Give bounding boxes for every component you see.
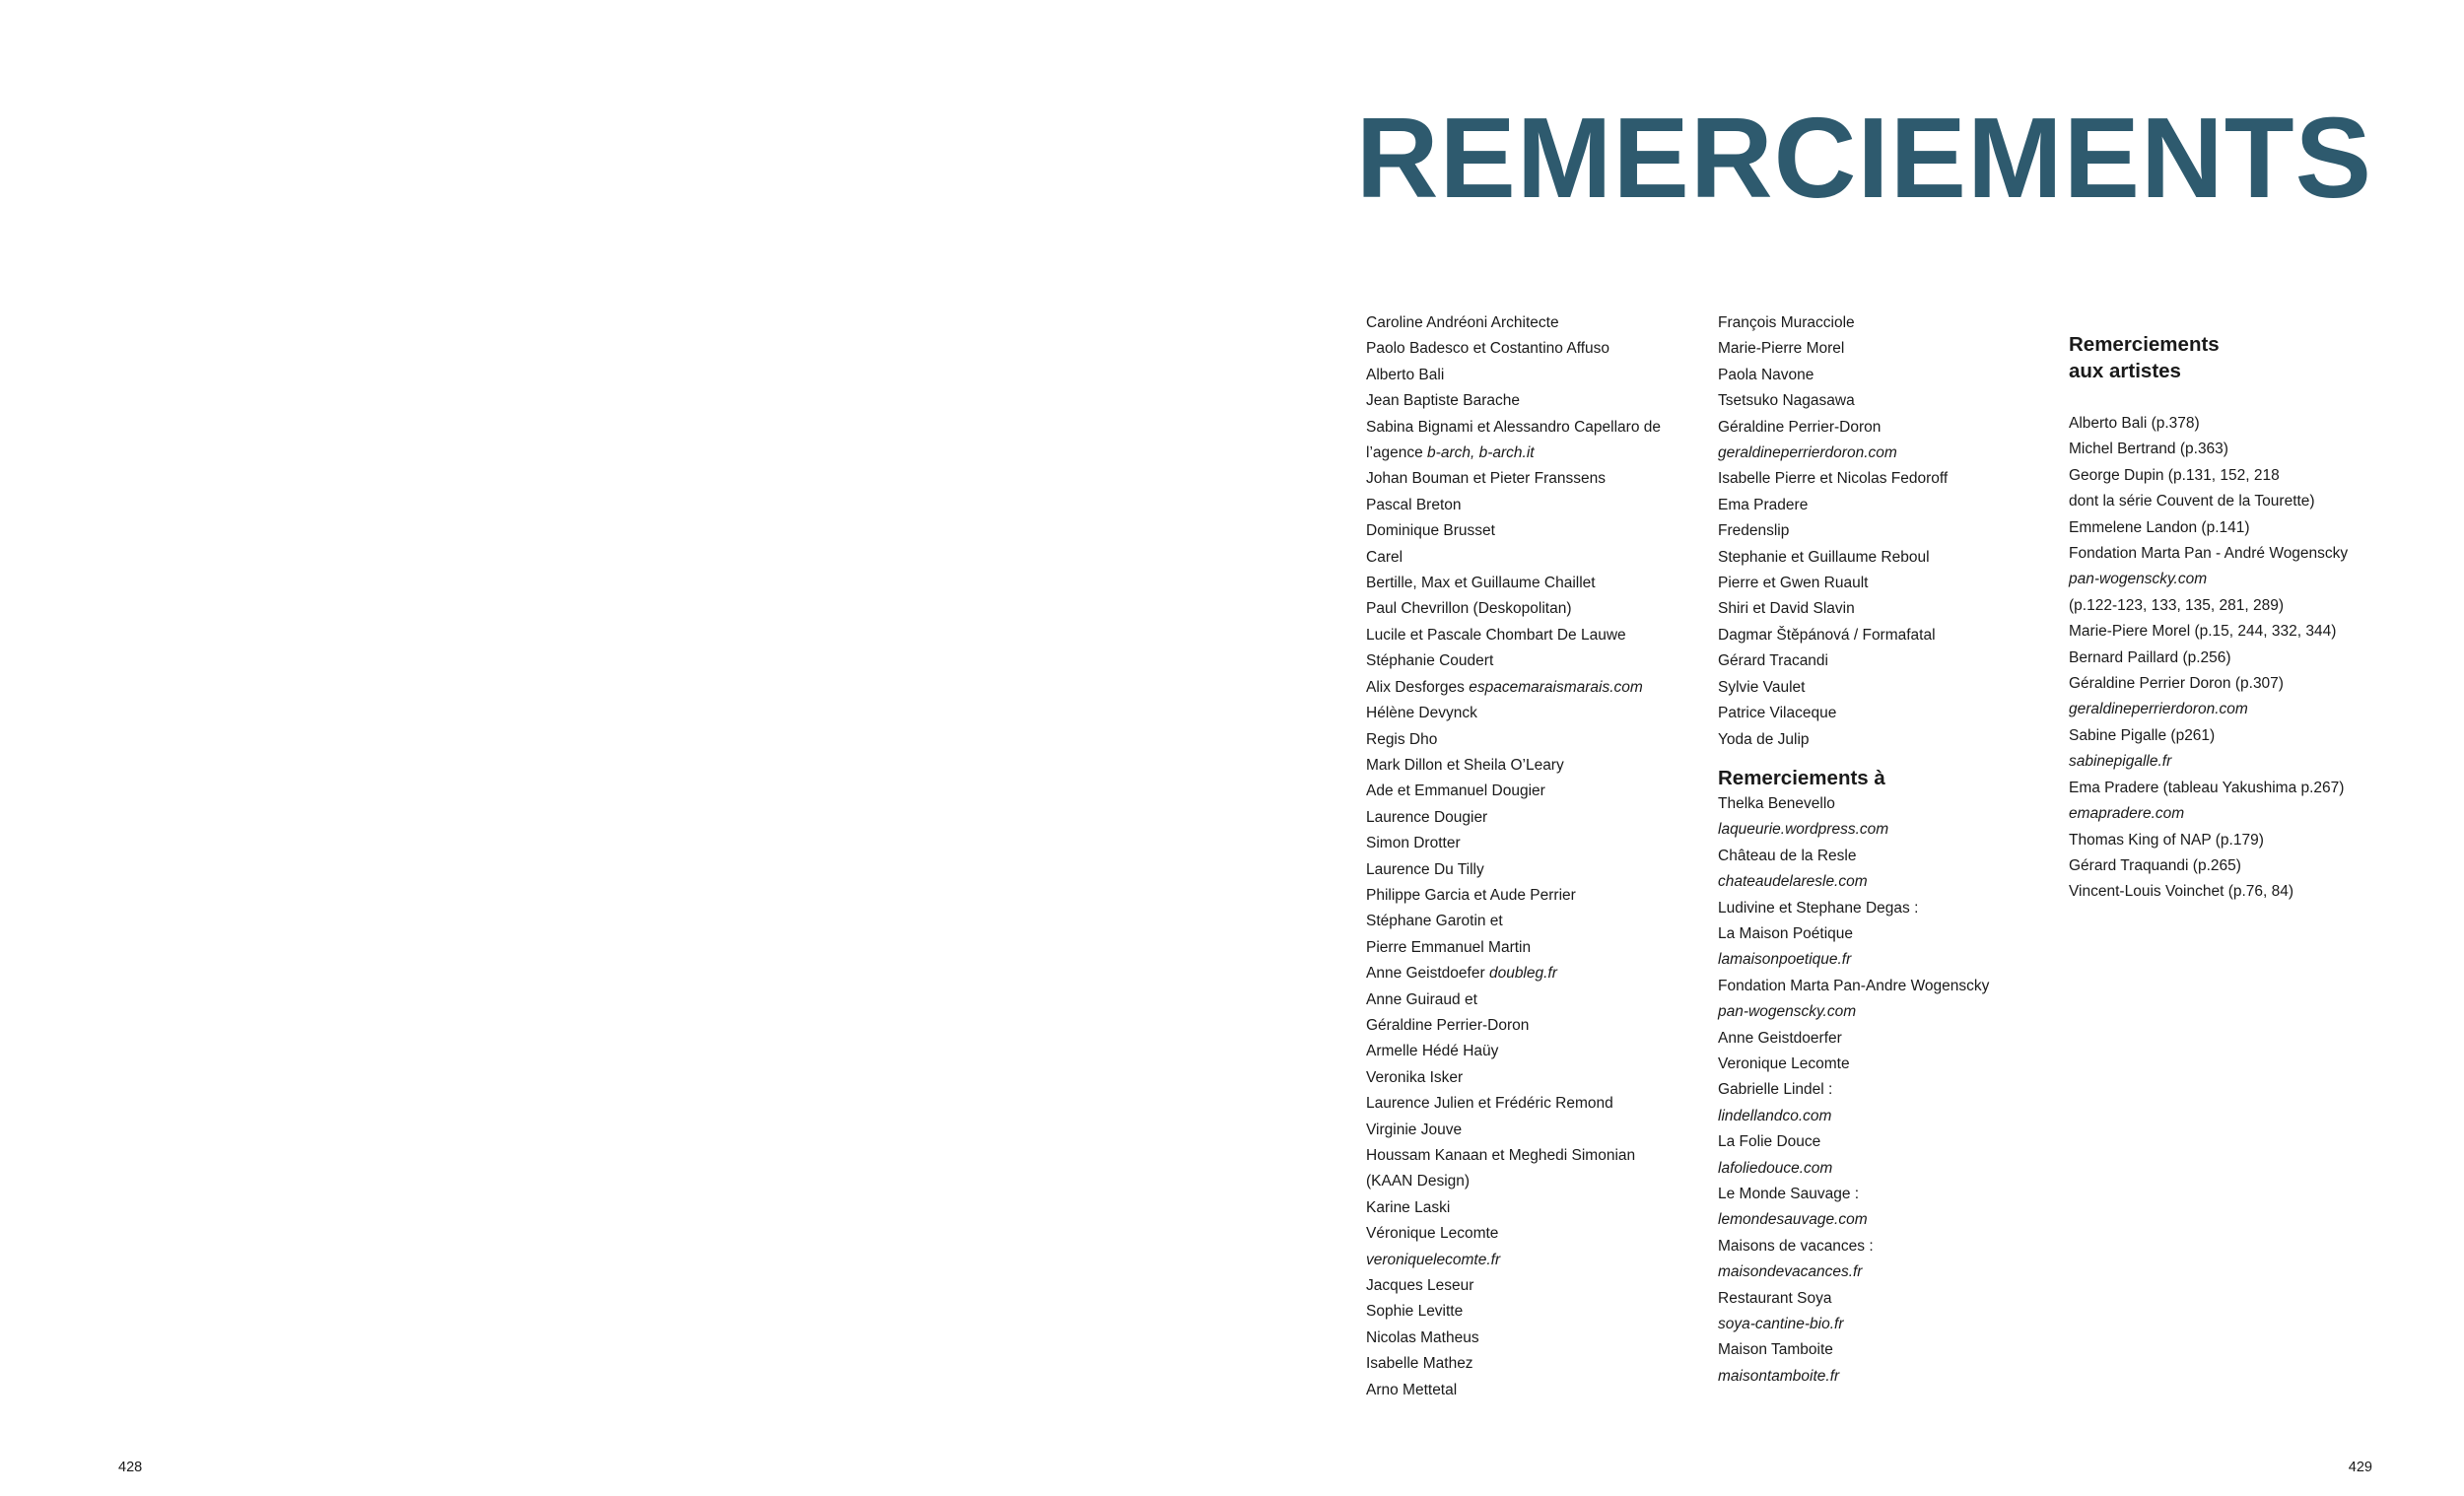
list-item: [1718, 869, 2053, 895]
item-text: Pierre et Gwen Ruault: [1718, 575, 1869, 592]
item-text: Ade et Emmanuel Dougier: [1366, 782, 1545, 800]
list-item: [1718, 388, 2053, 414]
list-item: [2069, 879, 2394, 905]
item-text: Tsetsuko Nagasawa: [1718, 392, 1855, 410]
list-item: [1718, 466, 2053, 492]
list-item: [1718, 1129, 2053, 1155]
item-text: Fredenslip: [1718, 522, 1790, 540]
item-text: Emmelene Landon (p.141): [2069, 518, 2250, 536]
item-text: Le Monde Sauvage :: [1718, 1186, 1860, 1202]
acknowledgements-column-2: [1718, 310, 2053, 1390]
item-link-text: espacemaraismarais.com: [1469, 678, 1643, 696]
list-item: [1718, 947, 2053, 973]
list-item: [2069, 697, 2394, 722]
item-link-text: b-arch, b-arch.it: [1427, 444, 1535, 462]
list-item: [1718, 545, 2053, 571]
item-link-text: maisontamboite.fr: [1718, 1367, 1840, 1385]
list-item: [1366, 1299, 1701, 1325]
item-text: Gérard Tracandi: [1718, 652, 1828, 670]
list-item: [1366, 623, 1701, 648]
item-text: Thelka Benevello: [1718, 794, 1835, 812]
list-item: [2069, 463, 2394, 489]
list-item: [1366, 363, 1701, 388]
item-text: Armelle Hédé Haüy: [1366, 1043, 1499, 1060]
list-item: [1718, 518, 2053, 544]
list-item: [1366, 1351, 1701, 1377]
list-item: [1718, 1104, 2053, 1129]
list-item: [1366, 1326, 1701, 1351]
list-item: [1366, 518, 1701, 544]
item-link-text: laqueurie.wordpress.com: [1718, 821, 1889, 839]
item-text: Château de la Resle: [1718, 847, 1857, 864]
item-text: Gabrielle Lindel :: [1718, 1081, 1833, 1099]
item-text: Hélène Devynck: [1366, 705, 1477, 722]
item-link-text: lemondesauvage.com: [1718, 1211, 1868, 1229]
page-number-left: 428: [118, 1460, 143, 1475]
list-item: [2069, 801, 2394, 827]
item-text: Paolo Badesco et Costantino Affuso: [1366, 340, 1610, 358]
list-item: [1366, 545, 1701, 571]
section-heading-line: aux artistes: [2069, 360, 2181, 382]
artists-list: [2069, 411, 2394, 906]
item-text: Géraldine Perrier-Doron: [1366, 1016, 1530, 1034]
item-text: Stephanie et Guillaume Reboul: [1718, 548, 1930, 566]
item-text: Pascal Breton: [1366, 496, 1462, 513]
item-text: Sophie Levitte: [1366, 1303, 1464, 1321]
item-link-text: pan-wogenscky.com: [2069, 571, 2208, 588]
list-item: [1718, 844, 2053, 869]
list-item: [2069, 749, 2394, 775]
item-text: Johan Bouman et Pieter Franssens: [1366, 470, 1606, 488]
list-item: [1718, 896, 2053, 921]
acknowledgements-list-2a: [1718, 310, 2053, 753]
item-text: Vincent-Louis Voinchet (p.76, 84): [2069, 883, 2294, 901]
list-item: [1718, 1259, 2053, 1285]
item-text: Ema Pradere: [1718, 496, 1809, 513]
list-item: [2069, 828, 2394, 853]
list-item: [1366, 831, 1701, 856]
list-item: [1366, 1248, 1701, 1273]
item-text: Ludivine et Stephane Degas :: [1718, 899, 1919, 917]
item-link-text: pan-wogenscky.com: [1718, 1003, 1857, 1021]
item-text: Paul Chevrillon (Deskopolitan): [1366, 600, 1572, 618]
list-item: [1366, 675, 1701, 701]
page-title: REMERCIEMENTS: [1355, 94, 2372, 222]
list-item: [1718, 623, 2053, 648]
acknowledgements-list-2b: [1718, 791, 2053, 1390]
item-text: Anne Geistdoefer: [1366, 965, 1489, 983]
list-item: [2069, 567, 2394, 592]
item-text: La Folie Douce: [1718, 1133, 1821, 1151]
item-text: Marie-Pierre Morel: [1718, 340, 1845, 358]
list-item: [1366, 935, 1701, 961]
list-item: [2069, 593, 2394, 619]
list-item: [1366, 415, 1701, 441]
item-text: La Maison Poétique: [1718, 924, 1854, 942]
item-text: Veronika Isker: [1366, 1068, 1464, 1086]
item-text: Fondation Marta Pan - André Wogenscky: [2069, 545, 2349, 563]
item-text: Caroline Andréoni Architecte: [1366, 314, 1559, 331]
item-text: Michel Bertrand (p.363): [2069, 441, 2228, 458]
item-text: Alberto Bali (p.378): [2069, 415, 2200, 432]
list-item: [1366, 441, 1701, 466]
item-text: Fondation Marta Pan-Andre Wogenscky: [1718, 977, 1990, 994]
list-item: [1718, 648, 2053, 674]
list-item: [1366, 1118, 1701, 1143]
list-item: [2069, 853, 2394, 879]
item-text: Simon Drotter: [1366, 835, 1461, 852]
list-item: [1366, 596, 1701, 622]
item-text: Philippe Garcia et Aude Perrier: [1366, 886, 1576, 904]
list-item: [1718, 727, 2053, 753]
list-item: [2069, 489, 2394, 514]
list-item: [1366, 1273, 1701, 1299]
item-link-text: sabinepigalle.fr: [2069, 753, 2172, 771]
item-text: Gérard Traquandi (p.265): [2069, 856, 2241, 874]
item-text: Sabina Bignami et Alessandro Capellaro de: [1366, 418, 1661, 436]
list-item: [1366, 753, 1701, 779]
item-text: Stéphanie Coudert: [1366, 652, 1494, 670]
list-item: [1718, 1337, 2053, 1363]
item-text: Bernard Paillard (p.256): [2069, 648, 2231, 666]
list-item: [1366, 987, 1701, 1013]
item-text: Marie-Piere Morel (p.15, 244, 332, 344): [2069, 623, 2337, 641]
list-item: [1366, 1039, 1701, 1064]
list-item: [1718, 1312, 2053, 1337]
list-item: [1718, 1182, 2053, 1207]
item-text: Nicolas Matheus: [1366, 1328, 1479, 1346]
item-text: Anne Geistdoerfer: [1718, 1029, 1842, 1047]
list-item: [1718, 493, 2053, 518]
item-text: George Dupin (p.131, 152, 218: [2069, 466, 2280, 484]
list-item: [1718, 999, 2053, 1025]
item-text: Géraldine Perrier Doron (p.307): [2069, 675, 2284, 693]
item-text: Carel: [1366, 548, 1403, 566]
list-item: [1366, 1065, 1701, 1091]
item-text: Alix Desforges: [1366, 678, 1470, 696]
item-text: l’agence: [1366, 444, 1428, 462]
acknowledgements-column-3: [2069, 310, 2394, 906]
list-item: [1718, 336, 2053, 362]
list-item: [2069, 437, 2394, 462]
list-item: [1718, 1052, 2053, 1077]
item-text: Patrice Vilaceque: [1718, 705, 1837, 722]
item-link-text: geraldineperrierdoron.com: [2069, 701, 2248, 718]
item-text: Laurence Du Tilly: [1366, 860, 1484, 878]
item-text: Paola Navone: [1718, 366, 1814, 383]
list-item: [1718, 571, 2053, 596]
section-heading-line: Remerciements: [2069, 333, 2220, 356]
list-item: [1366, 1013, 1701, 1039]
item-text: Shiri et David Slavin: [1718, 600, 1855, 618]
item-text: Lucile et Pascale Chombart De Lauwe: [1366, 626, 1626, 644]
list-item: [1718, 1077, 2053, 1103]
list-item: [1718, 974, 2053, 999]
item-text: Restaurant Soya: [1718, 1289, 1832, 1307]
list-item: [1718, 675, 2053, 701]
list-item: [2069, 723, 2394, 749]
list-item: [1366, 466, 1701, 492]
list-item: [1718, 415, 2053, 441]
item-text: Regis Dho: [1366, 730, 1438, 748]
list-item: [1718, 1156, 2053, 1182]
item-link-text: chateaudelaresle.com: [1718, 873, 1868, 891]
list-item: [1366, 571, 1701, 596]
item-text: Veronique Lecomte: [1718, 1054, 1850, 1072]
list-item: [1366, 1221, 1701, 1247]
list-item: [1366, 336, 1701, 362]
item-text: Bertille, Max et Guillaume Chaillet: [1366, 575, 1596, 592]
item-link-text: geraldineperrierdoron.com: [1718, 444, 1897, 462]
item-text: François Muracciole: [1718, 314, 1855, 331]
item-text: (KAAN Design): [1366, 1173, 1471, 1190]
item-text: Véronique Lecomte: [1366, 1225, 1499, 1243]
section-heading-remerciements-a: Remerciements à: [1718, 766, 1885, 789]
item-text: Karine Laski: [1366, 1198, 1451, 1216]
list-item: [1366, 1143, 1701, 1169]
item-text: Sabine Pigalle (p261): [2069, 726, 2216, 744]
acknowledgements-column-1: [1366, 310, 1701, 1403]
list-item: [1366, 701, 1701, 726]
item-text: Yoda de Julip: [1718, 730, 1810, 748]
item-link-text: veroniquelecomte.fr: [1366, 1251, 1501, 1268]
item-text: Maison Tamboite: [1718, 1341, 1833, 1359]
list-item: [1366, 883, 1701, 909]
list-item: [2069, 411, 2394, 437]
item-link-text: emapradere.com: [2069, 805, 2185, 823]
list-item: [1718, 817, 2053, 843]
list-item: [1718, 1026, 2053, 1052]
item-text: Arno Mettetal: [1366, 1381, 1458, 1398]
list-item: [1366, 961, 1701, 986]
item-text: Thomas King of NAP (p.179): [2069, 831, 2264, 849]
item-text: Isabelle Mathez: [1366, 1355, 1473, 1373]
list-item: [2069, 646, 2394, 671]
list-item: [1718, 1286, 2053, 1312]
list-item: [2069, 671, 2394, 697]
item-text: Laurence Julien et Frédéric Remond: [1366, 1095, 1613, 1113]
list-item: [1366, 779, 1701, 804]
item-text: Maisons de vacances :: [1718, 1237, 1874, 1255]
item-text: Jacques Leseur: [1366, 1277, 1474, 1295]
list-item: [1366, 857, 1701, 883]
page-number-right: 429: [2348, 1460, 2372, 1475]
list-item: [1718, 310, 2053, 336]
list-item: [1718, 701, 2053, 726]
list-item: [1718, 363, 2053, 388]
item-link-text: lafoliedouce.com: [1718, 1159, 1833, 1177]
section-heading-artistes: [2069, 331, 2394, 384]
item-text: Anne Guiraud et: [1366, 990, 1477, 1008]
item-text: Isabelle Pierre et Nicolas Fedoroff: [1718, 470, 1949, 488]
list-item: [2069, 515, 2394, 541]
list-item: [2069, 619, 2394, 645]
list-item: [2069, 776, 2394, 801]
item-text: Jean Baptiste Barache: [1366, 392, 1520, 410]
list-item: [1718, 921, 2053, 947]
list-item: [2069, 541, 2394, 567]
list-item: [1718, 441, 2053, 466]
item-text: Géraldine Perrier-Doron: [1718, 418, 1882, 436]
item-text: Houssam Kanaan et Meghedi Simonian: [1366, 1147, 1636, 1164]
item-text: Sylvie Vaulet: [1718, 678, 1806, 696]
item-text: Alberto Bali: [1366, 366, 1445, 383]
item-link-text: lamaisonpoetique.fr: [1718, 951, 1852, 969]
list-item: [1366, 1195, 1701, 1221]
item-text: (p.122-123, 133, 135, 281, 289): [2069, 596, 2285, 614]
list-item: [1366, 1169, 1701, 1194]
list-item: [1366, 909, 1701, 934]
list-item: [1366, 1091, 1701, 1117]
list-item: [1366, 805, 1701, 831]
list-item: [1366, 727, 1701, 753]
list-item: [1366, 310, 1701, 336]
item-text: dont la série Couvent de la Tourette): [2069, 493, 2315, 510]
item-link-text: maisondevacances.fr: [1718, 1263, 1863, 1281]
list-item: [1718, 791, 2053, 817]
list-item: [1366, 493, 1701, 518]
item-text: Virginie Jouve: [1366, 1121, 1463, 1138]
item-text: Ema Pradere (tableau Yakushima p.267): [2069, 779, 2345, 796]
item-text: Dominique Brusset: [1366, 522, 1495, 540]
list-item: [1366, 1378, 1701, 1403]
item-text: Stéphane Garotin et: [1366, 913, 1503, 930]
list-item: [1366, 648, 1701, 674]
item-link-text: lindellandco.com: [1718, 1107, 1832, 1124]
item-link-text: soya-cantine-bio.fr: [1718, 1316, 1844, 1333]
list-item: [1718, 1364, 2053, 1390]
item-text: Laurence Dougier: [1366, 808, 1488, 826]
item-text: Pierre Emmanuel Martin: [1366, 938, 1532, 956]
list-item: [1718, 1234, 2053, 1259]
item-text: Mark Dillon et Sheila O’Leary: [1366, 756, 1564, 774]
list-item: [1718, 1207, 2053, 1233]
list-item: [1718, 596, 2053, 622]
list-item: [1366, 388, 1701, 414]
item-text: Dagmar Štěpánová / Formafatal: [1718, 626, 1936, 644]
item-link-text: doubleg.fr: [1488, 965, 1557, 983]
